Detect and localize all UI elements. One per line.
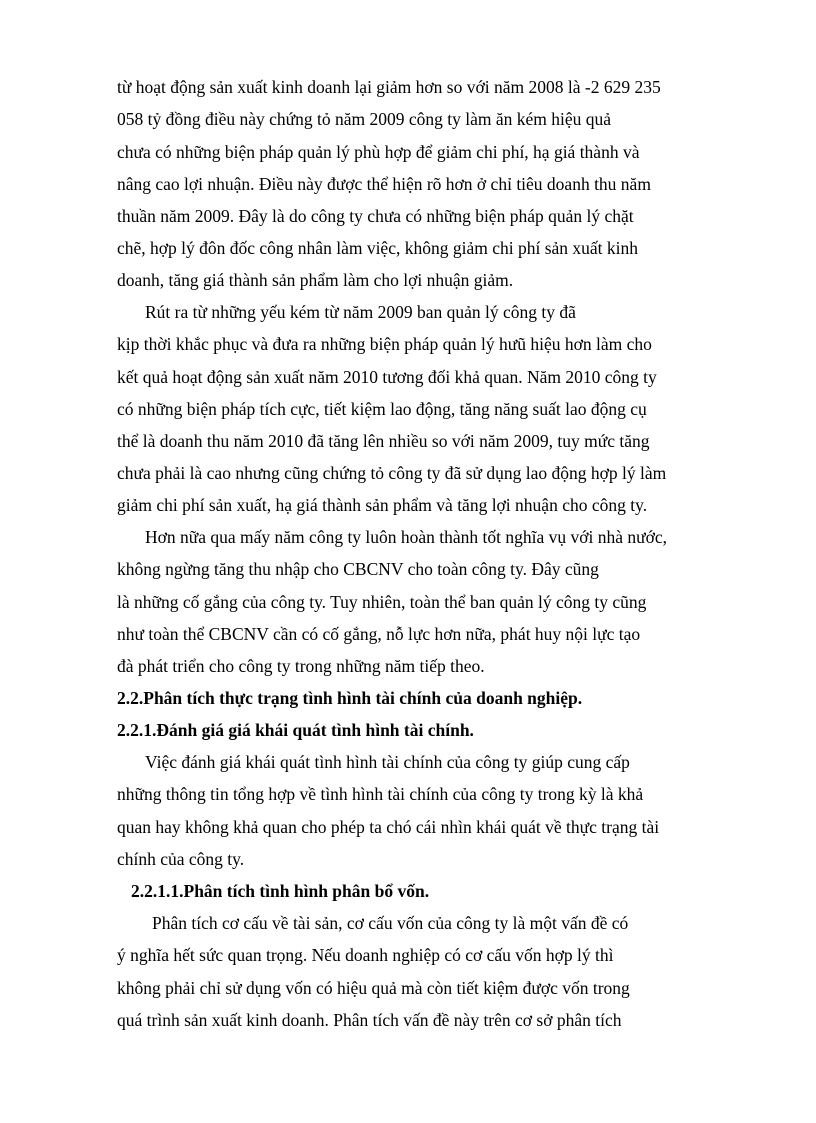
body-line: quan hay không khả quan cho phép ta chó cái nhìn khái quát về thực trạng tài	[117, 817, 660, 837]
body-line: nâng cao lợi nhuận. Điều này được thể hiện rõ hơn ở chỉ tiêu doanh thu năm	[117, 174, 651, 194]
subsubsection-heading: 2.2.1.1.Phân tích tình hình phân bổ vốn.	[131, 881, 430, 901]
body-line: không ngừng tăng thu nhập cho CBCNV cho toàn công ty. Đây cũng	[117, 559, 599, 579]
body-line: giảm chi phí sản xuất, hạ giá thành sản phẩm và tăng lợi nhuận cho công ty.	[117, 495, 648, 515]
body-line: thuần năm 2009. Đây là do công ty chưa có những biện pháp quản lý chặt	[117, 206, 634, 226]
subsection-heading: 2.2.1.Đánh giá giá khái quát tình hình tài chính.	[117, 720, 474, 740]
body-line: kết quả hoạt động sản xuất năm 2010 tương đối khả quan. Năm 2010 công ty	[117, 367, 657, 387]
body-line: như toàn thể CBCNV cần có cố gắng, nỗ lực hơn nữa, phát huy nội lực tạo	[117, 624, 641, 644]
paragraph-first-line: Rút ra từ những yếu kém từ năm 2009 ban quản lý công ty đã	[145, 302, 576, 322]
body-line: những thông tin tổng hợp về tình hình tài chính của công ty trong kỳ là khả	[117, 784, 644, 804]
body-line: có những biện pháp tích cực, tiết kiệm lao động, tăng năng suất lao động cụ	[117, 399, 647, 419]
paragraph-first-line: Phân tích cơ cấu về tài sản, cơ cấu vốn của công ty là một vấn đề có	[152, 913, 629, 933]
body-line: không phải chỉ sử dụng vốn có hiệu quả mà còn tiết kiệm được vốn trong	[117, 978, 630, 998]
body-line: chẽ, hợp lý đôn đốc công nhân làm việc, không giảm chi phí sản xuất kinh	[117, 238, 639, 258]
body-line: thể là doanh thu năm 2010 đã tăng lên nhiều so với năm 2009, tuy mức tăng	[117, 431, 650, 451]
body-line: đà phát triển cho công ty trong những năm tiếp theo.	[117, 656, 485, 676]
body-line: 058 tỷ đồng điều này chứng tỏ năm 2009 công ty làm ăn kém hiệu quả	[117, 109, 612, 129]
body-line: quá trình sản xuất kinh doanh. Phân tích vấn đề này trên cơ sở phân tích	[117, 1010, 622, 1030]
section-heading: 2.2.Phân tích thực trạng tình hình tài chính của doanh nghiệp.	[117, 688, 583, 708]
body-line: kịp thời khắc phục và đưa ra những biện pháp quản lý hưũ hiệu hơn làm cho	[117, 334, 652, 354]
body-line: từ hoạt động sản xuất kinh doanh lại giảm hơn so với năm 2008 là -2 629 235	[117, 77, 661, 97]
body-line: doanh, tăng giá thành sản phẩm làm cho lợi nhuận giảm.	[117, 270, 514, 290]
body-line: là những cố gắng của công ty. Tuy nhiên, toàn thể ban quản lý công ty cũng	[117, 592, 647, 612]
body-line: chưa phải là cao nhưng cũng chứng tỏ công ty đã sử dụng lao động hợp lý làm	[117, 463, 667, 483]
paragraph-first-line: Việc đánh giá khái quát tình hình tài chính của công ty giúp cung cấp	[145, 752, 630, 772]
body-line: chính của công ty.	[117, 849, 245, 869]
body-line: ý nghĩa hết sức quan trọng. Nếu doanh nghiệp có cơ cấu vốn hợp lý thì	[117, 945, 614, 965]
paragraph-first-line: Hơn nữa qua mấy năm công ty luôn hoàn thành tốt nghĩa vụ với nhà nước,	[145, 527, 668, 547]
body-line: chưa có những biện pháp quản lý phù hợp để giảm chi phí, hạ giá thành và	[117, 142, 640, 162]
